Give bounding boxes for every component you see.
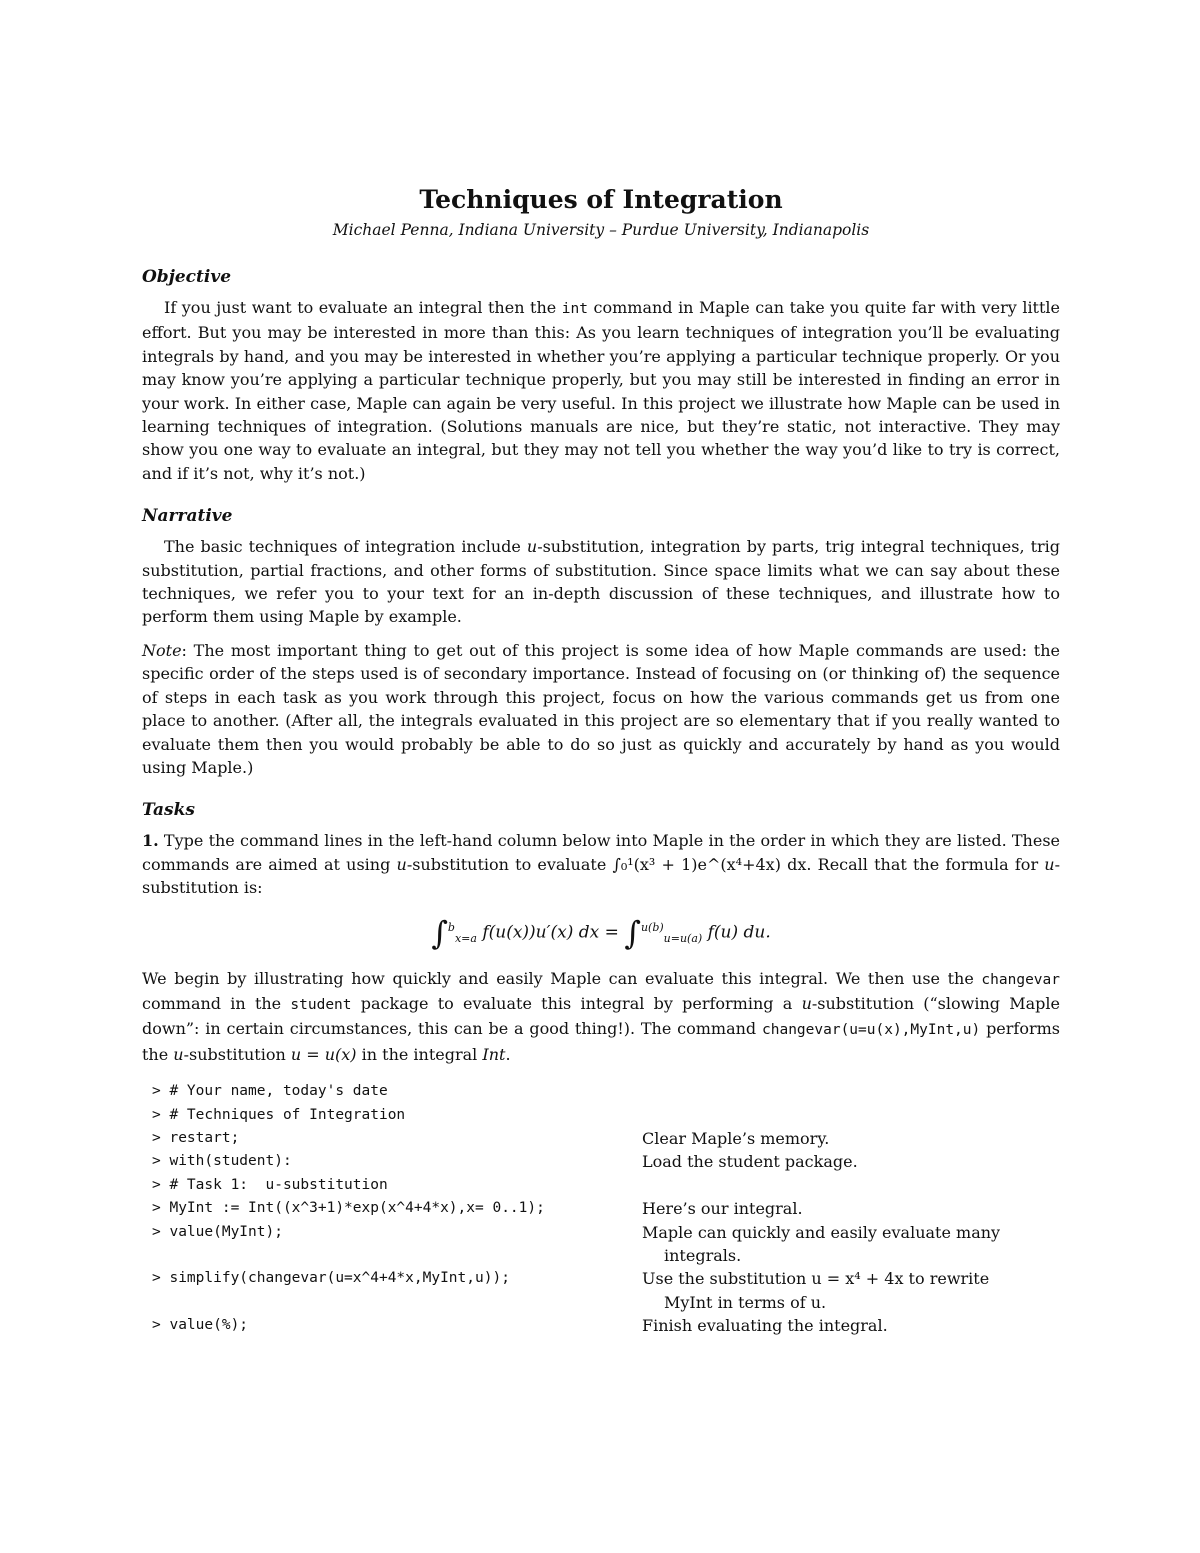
command-line: > # Task 1: u-substitution — [152, 1176, 388, 1193]
command-line: > value(%); — [152, 1317, 249, 1334]
command-row — [152, 1104, 1057, 1127]
command-row — [152, 1174, 1057, 1197]
command-row — [152, 1127, 1057, 1150]
command-row — [152, 1314, 1057, 1337]
command-row — [152, 1197, 1057, 1220]
task-1-paragraph: 1. Type the command lines in the left-hand column below into Maple in the order in which they are listed. These commands are aimed at using u-substitution to evaluate ∫₀¹(x³ + 1)e^(x⁴+4x) dx. Recall that the formula for u-substitution is: — [142, 831, 1060, 898]
narrative-paragraph: The basic techniques of integration include u-substitution, integration by parts, trig integral techniques, trig substitution, partial fractions, and other forms of substitution. Since space limits what we can say about these techniques, we refer you to your text for an in-depth discussion of these techniques, and illustrate how to perform them using Maple by example. — [142, 537, 1060, 627]
command-line: > restart; — [152, 1130, 240, 1147]
command-note: Use the substitution u = x⁴ + 4x to rewrite MyInt in terms of u. — [642, 1269, 990, 1312]
objective-heading: Objective — [142, 267, 232, 287]
objective-paragraph: If you just want to evaluate an integral then the int command in Maple can take you quite far with very little effort. But you may be interested in more than this: As you learn techniques of integration you’ll be evaluating integrals by hand, and you may be interested in whether you’re applying a particular technique properly. Or you may know you’re applying a particular technique properly, but you may still be interested in finding an error in your work. In either case, Maple can again be very useful. In this project we illustrate how Maple can be used in learning techniques of integration. (Solutions manuals are nice, but they’re static, not interactive. They may show you one way to evaluate an integral, but they may not tell you whether the way you’d like to try is correct, and if it’s not, why it’s not.) — [142, 298, 1061, 483]
command-note: Maple can quickly and easily evaluate many integrals. — [642, 1222, 1001, 1266]
document-page — [142, 182, 1060, 1338]
command-line: > # Techniques of Integration — [152, 1106, 406, 1123]
command-note — [642, 1080, 1057, 1103]
author-line: Michael Penna, Indiana University – Purdue University, Indianapolis — [332, 221, 870, 239]
command-row — [152, 1267, 1057, 1314]
command-row — [152, 1221, 1057, 1268]
command-note: Clear Maple’s memory. — [642, 1129, 830, 1149]
command-note — [642, 1104, 1057, 1127]
narrative-note: Note: The most important thing to get out of this project is some idea of how Maple commands are used: the specific order of the steps used is of secondary importance. Instead of focusing on (or thinking of) the sequence of steps in each task as you work through this project, focus on how the various commands get us from one place to another. (After all, the integrals evaluated in this project are so elementary that if you really wanted to evaluate them then you would probably be able to do so just as quickly and accurately by hand as you would using Maple.) — [142, 640, 1060, 777]
document-title: Techniques of Integration — [419, 185, 783, 214]
command-row — [152, 1150, 1057, 1173]
u-substitution-formula: ∫$^b_{x=a}$ f(u(x))u′(x) dx = ∫$^{u(b)}_{u=u(a)}$ f(u) du. — [431, 913, 771, 952]
command-row — [152, 1080, 1057, 1103]
tasks-heading: Tasks — [142, 800, 195, 821]
command-line: > simplify(changevar(u=x^4+4*x,MyInt,u)); — [152, 1270, 510, 1287]
command-line: > # Your name, today's date — [152, 1083, 388, 1100]
command-note — [642, 1174, 1057, 1197]
task-1-explanation: We begin by illustrating how quickly and easily Maple can evaluate this integral. We then use the changevar command in the student package to evaluate this integral by performing a u-substitution (“slowing Maple down”: in certain circumstances, this can be a good thing!). The command changevar(u=u(x),MyInt,u) performs the u-substitution u = u(x) in the integral Int. — [142, 968, 1061, 1064]
command-note: Finish evaluating the integral. — [642, 1316, 888, 1336]
command-line: > value(MyInt); — [152, 1223, 283, 1240]
command-line: > with(student): — [152, 1153, 292, 1170]
command-line: > MyInt := Int((x^3+1)*exp(x^4+4*x),x= 0..1); — [152, 1200, 545, 1217]
command-note: Here’s our integral. — [642, 1199, 803, 1219]
maple-command-table — [152, 1080, 1057, 1337]
narrative-heading: Narrative — [142, 506, 233, 527]
command-note: Load the student package. — [642, 1152, 858, 1172]
